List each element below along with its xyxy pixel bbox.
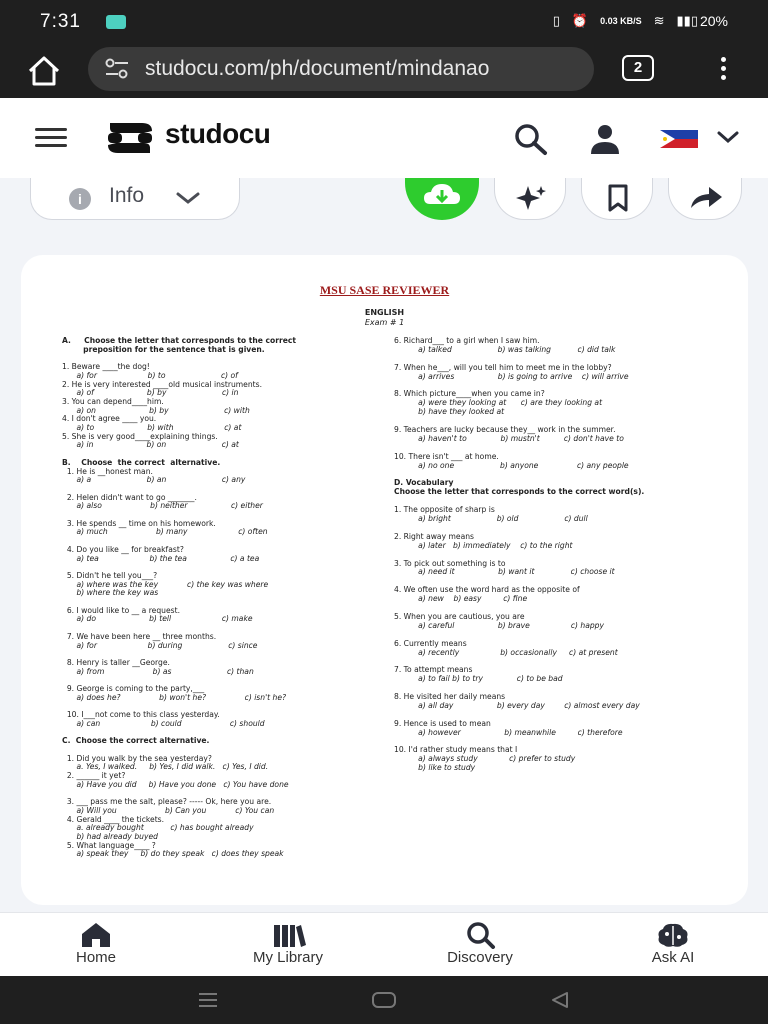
address-bar[interactable] <box>88 47 594 91</box>
document-line: 2. Helen didn't want to go _______. <box>62 492 197 502</box>
document-line: 2. Right away means <box>394 531 474 541</box>
document-line: 7. When he___, will you tell him to meet me in the lobby? <box>394 362 612 372</box>
studocu-logo-icon[interactable] <box>102 119 158 157</box>
vibrate-icon: ▯ <box>552 13 560 28</box>
document-line: 4. I don't agree ____ you. <box>62 414 157 424</box>
document-line: 3. ___ pass me the salt, please? ----- Ok, here you are. <box>62 797 272 807</box>
nav-ask-ai-label: Ask AI <box>651 949 695 966</box>
nav-my-library[interactable] <box>208 913 368 977</box>
signal-icon: ▮▮▯ <box>676 13 698 28</box>
document-line: 1. Did you walk by the sea yesterday? <box>62 753 212 763</box>
search-icon[interactable] <box>512 122 550 156</box>
document-line: a) for b) during c) since <box>62 640 258 650</box>
brain-icon <box>653 921 693 949</box>
document-line: a) also b) neither c) either <box>62 501 263 511</box>
document-line: a) bright b) old c) dull <box>394 514 588 523</box>
document-line: a) recently b) occasionally c) at present <box>394 647 618 657</box>
document-line: a) of b) by c) in <box>62 388 239 398</box>
document-line: preposition for the sentence that is given. <box>62 344 265 354</box>
document-line: a) were they looking at c) are they looking at <box>394 398 603 408</box>
info-button[interactable] <box>30 178 240 220</box>
document-line: 8. Which picture____when you came in? <box>394 389 545 399</box>
status-bar <box>0 0 768 44</box>
site-header <box>0 98 768 178</box>
nav-my-library-label: My Library <box>252 949 323 966</box>
search-icon <box>460 921 500 949</box>
status-icons <box>553 13 698 29</box>
document-page <box>21 255 748 905</box>
document-line: a) careful b) brave c) happy <box>394 620 604 630</box>
document-line: a) need it b) want it c) choose it <box>394 567 615 577</box>
document-line: 1. The opposite of sharp is <box>394 505 495 515</box>
library-icon <box>268 921 308 949</box>
document-line: B. Choose the correct alternative. <box>62 457 221 467</box>
more-menu-icon[interactable] <box>716 54 730 84</box>
info-icon: i <box>69 188 91 210</box>
recent-apps-icon[interactable] <box>193 990 223 1010</box>
info-label: Info <box>109 184 145 207</box>
chevron-down-icon <box>175 190 201 206</box>
document-line: 6. I would like to __ a request. <box>62 605 180 615</box>
document-line: a. Yes, I walked. b) Yes, I did walk. c) Yes, I did. <box>62 762 269 772</box>
document-line: a) talked b) was talking c) did talk <box>394 344 616 354</box>
bookmark-icon <box>582 178 654 220</box>
document-line: 2. ______ it yet? <box>62 771 126 780</box>
document-line: a) in b) on c) at <box>62 440 239 450</box>
network-speed: 0.03 KB/S <box>600 16 642 26</box>
document-line: 8. Henry is taller __George. <box>62 657 170 667</box>
document-line: 9. George is coming to the party,___ <box>62 684 205 693</box>
document-line: 9. Teachers are lucky because they__ work in the summer. <box>394 425 616 434</box>
document-line: a) new b) easy c) fine <box>394 594 528 604</box>
bottom-navigation <box>0 912 768 976</box>
document-line: a) do b) tell c) make <box>62 614 253 624</box>
document-line: 4. We often use the word hard as the opposite of <box>394 585 580 595</box>
document-line: 4. Do you like __ for breakfast? <box>62 544 184 554</box>
browser-home-icon[interactable] <box>26 53 62 89</box>
document-line: a) to fail b) to try c) to be bad <box>394 674 563 684</box>
document-line: 3. He spends __ time on his homework. <box>62 518 216 528</box>
document-line: a) Have you did b) Have you done c) You have done <box>62 779 289 789</box>
home-icon <box>76 921 116 949</box>
document-line: b) where the key was <box>62 588 159 598</box>
document-line: a) a b) an c) any <box>62 475 246 485</box>
chevron-down-icon[interactable] <box>716 130 740 144</box>
document-line: a) can b) could c) should <box>62 718 265 728</box>
document-line: a) always study c) prefer to study <box>394 754 576 764</box>
document-line: Choose the letter that corresponds to the correct word(s). <box>394 487 645 497</box>
document-line: a) from b) as c) than <box>62 666 254 676</box>
nav-ask-ai[interactable] <box>593 913 753 977</box>
back-icon[interactable] <box>545 990 575 1010</box>
site-settings-icon[interactable] <box>104 58 130 80</box>
nav-home-label: Home <box>75 949 116 966</box>
document-line: 10. I___not come to this class yesterday. <box>62 710 220 720</box>
document-line: a) tea b) the tea c) a tea <box>62 553 260 563</box>
document-line: 6. Currently means <box>394 638 467 648</box>
document-line: a) however b) meanwhile c) therefore <box>394 727 623 737</box>
document-line: 10. There isn't ___ at home. <box>394 451 499 461</box>
url-text: studocu.com/ph/document/mindanao <box>145 57 490 80</box>
document-line: a) does he? b) won't he? c) isn't he? <box>62 692 287 702</box>
document-line: a) Will you b) Can you c) You can <box>62 805 275 815</box>
notification-icon <box>106 15 126 29</box>
document-line: 6. Richard___ to a girl when I saw him. <box>394 336 540 345</box>
document-line: a) no one b) anyone c) any people <box>394 460 629 470</box>
document-line: a. already bought c) has bought already <box>62 823 254 833</box>
document-line: 5. What language____ ? <box>62 840 156 850</box>
document-line: b) like to study <box>394 763 476 773</box>
document-line: 7. We have been here __ three months. <box>62 631 217 641</box>
document-line: 4. Gerald ____ the tickets. <box>62 814 165 824</box>
document-title: MSU SASE REVIEWER <box>319 283 450 297</box>
document-line: 5. She is very good____explaining things. <box>62 431 218 441</box>
document-subject: ENGLISH <box>364 308 405 317</box>
download-button[interactable] <box>405 178 479 220</box>
document-line: a) haven't to b) mustn't c) don't have to <box>394 433 624 443</box>
nav-home[interactable] <box>16 913 176 977</box>
document-line: a) on b) by c) with <box>62 405 250 415</box>
document-line: b) had already buyed <box>62 831 158 841</box>
document-line: a) arrives b) is going to arrive c) will arrive <box>394 371 629 381</box>
system-navigation-bar <box>0 976 768 1024</box>
cloud-download-icon <box>405 178 479 220</box>
document-line: a) much b) many c) often <box>62 527 268 537</box>
document-exam-number: Exam # 1 <box>364 318 405 327</box>
document-line: 7. To attempt means <box>394 665 473 675</box>
battery-level: 20% <box>699 13 728 29</box>
document-line: 8. He visited her daily means <box>394 692 506 701</box>
document-line: a) all day b) every day c) almost every day <box>394 700 640 710</box>
menu-icon[interactable] <box>35 128 67 148</box>
document-line: 5. Didn't he tell you___? <box>62 570 158 580</box>
document-line: 2. He is very interested ____old musical instruments. <box>62 379 262 389</box>
clock: 7:31 <box>40 11 81 32</box>
share-button[interactable] <box>668 178 742 220</box>
document-line: 9. Hence is used to mean <box>394 718 491 728</box>
user-account-icon[interactable] <box>588 122 622 156</box>
document-viewer[interactable] <box>21 255 748 905</box>
document-line: 1. He is __honest man. <box>62 466 153 476</box>
document-line: a) for b) to c) of <box>62 370 238 380</box>
document-line: D. Vocabulary <box>394 478 454 488</box>
philippines-flag-icon[interactable] <box>660 130 698 148</box>
document-line: b) have they looked at <box>394 407 505 417</box>
document-line: C. Choose the correct alternative. <box>62 736 210 746</box>
document-line: a) to b) with c) at <box>62 423 242 432</box>
share-arrow-icon <box>669 178 743 220</box>
document-line: a) where was the key c) the key was where <box>62 579 269 589</box>
wifi-icon: ≋ <box>653 13 665 28</box>
tab-switcher-button[interactable]: 2 <box>622 55 654 81</box>
nav-discovery[interactable] <box>400 913 560 977</box>
document-line: 10. I'd rather study means that I <box>394 745 518 755</box>
document-line: a) later b) immediately c) to the right <box>394 540 573 550</box>
alarm-icon: ⏰ <box>571 13 589 28</box>
home-circle-icon[interactable] <box>369 990 399 1010</box>
sparkle-icon <box>495 178 567 220</box>
document-line: a) speak they b) do they speak c) does they speak <box>62 849 284 859</box>
ai-sparkle-button[interactable] <box>494 178 566 220</box>
bookmark-button[interactable] <box>581 178 653 220</box>
document-actions <box>0 178 768 248</box>
document-line: A. Choose the letter that corresponds to the correct <box>62 336 297 345</box>
logo-wordmark[interactable]: studocu <box>165 118 271 149</box>
document-line: 5. When you are cautious, you are <box>394 611 525 621</box>
document-line: 3. To pick out something is to <box>394 558 506 568</box>
document-line: 3. You can depend____him. <box>62 396 164 406</box>
browser-toolbar <box>0 44 768 98</box>
nav-discovery-label: Discovery <box>447 949 513 966</box>
document-line: 1. Beware ____the dog! <box>62 362 150 372</box>
